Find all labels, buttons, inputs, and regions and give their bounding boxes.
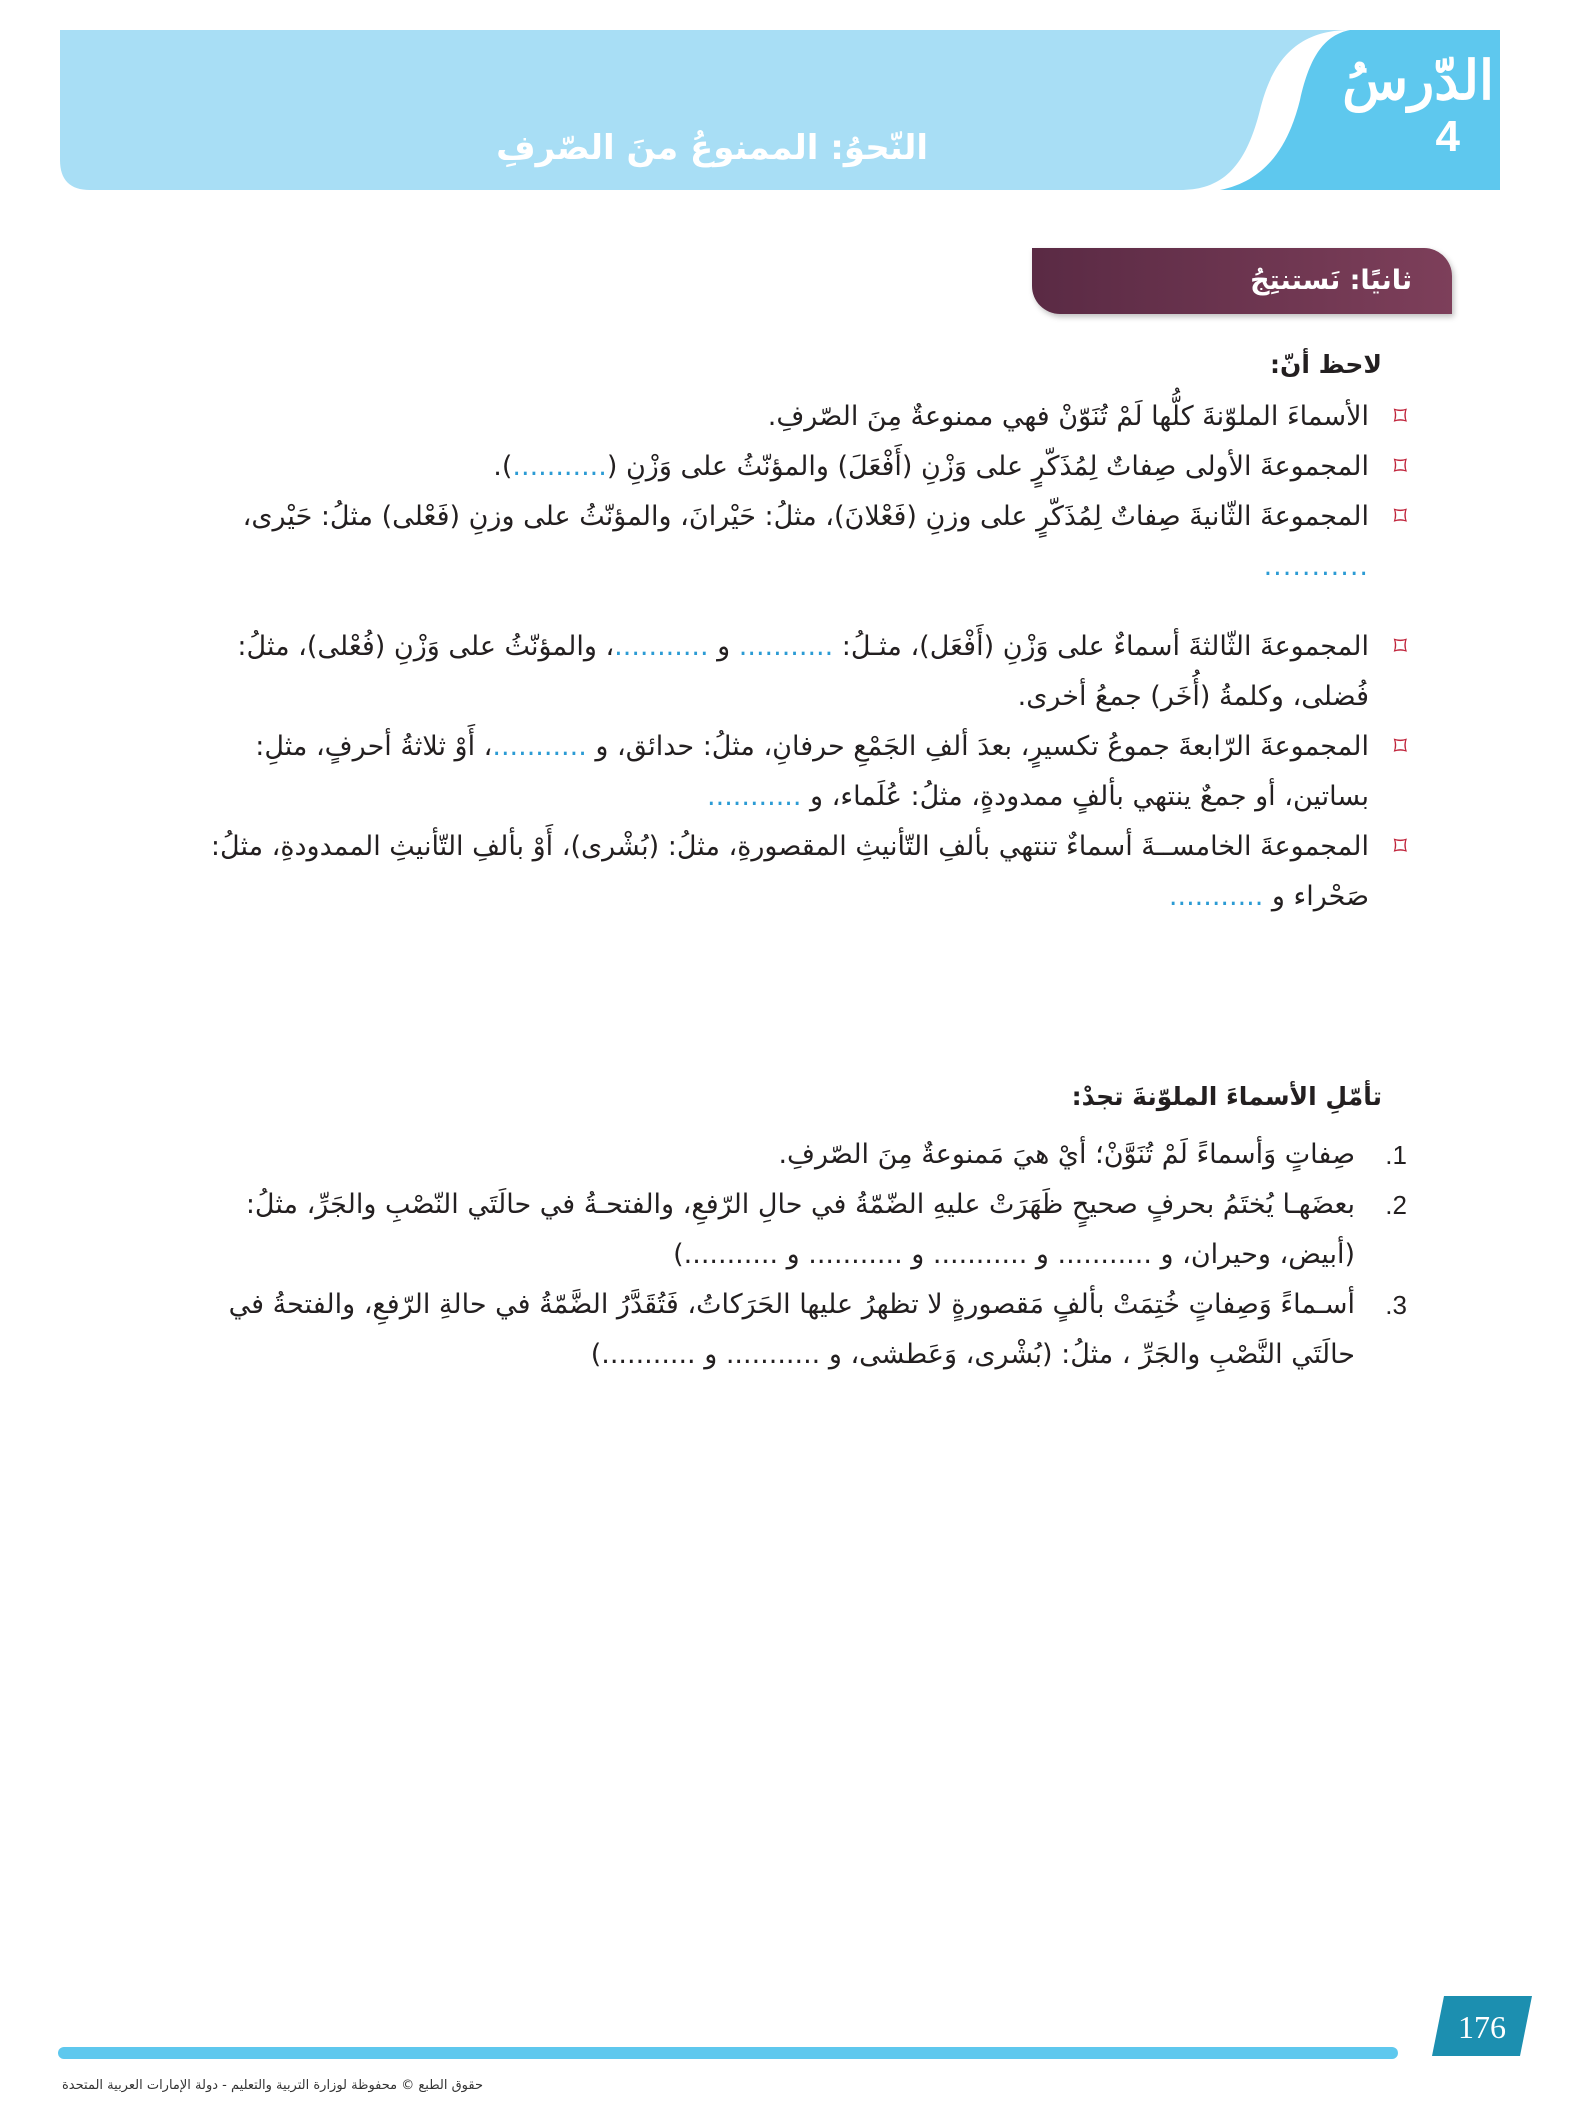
list-item — [147, 622, 1407, 722]
fill-blank[interactable]: ........... — [1263, 551, 1369, 582]
bullet-icon: ⌑ — [1393, 502, 1407, 532]
item-text: أسـماءً وَصِفاتٍ خُتِمَتْ بألفٍ مَقصورةٍ لا تظهرُ عليها الحَرَكاتُ، فَتُقَدَّرُ الضَّمّةُ في حالةِ الرّفعِ، والفتحةُ في — [228, 1289, 1355, 1320]
bullet-text: المجموعةَ الثّانيةَ صِفاتٌ لِمُذَكّرٍ على وزنِ (فَعْلانَ)، مثلُ: حَيْرانَ، والمؤنّثُ على وزنِ (فَعْلى) مثلُ: حَيْرى، — [242, 501, 1369, 532]
bullet-text: المجموعةَ الرّابعةَ جموعُ تكسيرٍ، بعدَ ألفِ الجَمْعِ حرفانِ، مثلُ: حدائق، و — [586, 731, 1369, 762]
item-number: 3. — [1385, 1290, 1407, 1320]
page-number: 176 — [1458, 2009, 1506, 2045]
item-text: صِفاتٍ وَأسماءً لَمْ تُنَوَّنْ؛ أيْ هيَ مَمنوعةٌ مِنَ الصّرفِ. — [778, 1139, 1355, 1170]
footer-divider — [58, 2047, 1398, 2059]
bullet-text: ، أَوْ ثلاثةُ أحرفٍ، مثلِ: — [255, 731, 493, 762]
page-number-badge — [1432, 1996, 1532, 2056]
fill-blank[interactable]: ........... — [707, 781, 802, 812]
bullet-text: و — [708, 631, 739, 662]
bullet-text: فُضلى، وكلمةُ (أُخَر) جمعُ أخرى. — [1017, 681, 1369, 712]
lesson-number: 4 — [1435, 112, 1460, 161]
bullet-text: ). — [493, 451, 513, 482]
list-item — [147, 1180, 1407, 1280]
notice-heading: لاحظ أنّ: — [1269, 350, 1382, 379]
bullet-text: المجموعةَ الأولى صِفاتٌ لِمُذَكّرٍ على وَزْنِ (أَفْعَلَ) والمؤنّثُ على وَزْنِ ( — [606, 451, 1369, 482]
item-text[interactable]: حالَتَي النَّصْبِ والجَرِّ ، مثلُ: (بُشْرى، وَعَطشى، و ........... و ...........) — [590, 1339, 1355, 1370]
section-banner — [1032, 248, 1452, 314]
copyright-footer: حقوق الطبع © محفوظة لوزارة التربية والتعليم - دولة الإمارات العربية المتحدة — [62, 2078, 484, 2093]
bullet-icon: ⌑ — [1393, 832, 1407, 862]
bullet-text: المجموعةَ الخامســةَ أسماءٌ تنتهي بألفِ التّأنيثِ المقصورةِ، مثلُ: (بُشْرى)، أَوْ بألفِ التّأنيثِ الممدودةِ، مثلُ: — [210, 831, 1369, 862]
contemplate-heading: تأمّلِ الأسماءَ الملوّنةَ تجدْ: — [1071, 1082, 1382, 1111]
contemplate-list — [147, 1130, 1407, 1380]
fill-blank[interactable]: ........... — [614, 631, 709, 662]
item-text: بعضَهـا يُختَمُ بحرفٍ صحيحٍ ظَهَرَتْ عليهِ الضّمّةُ في حالِ الرّفعِ، والفتحـةُ في حالَتَي النّصْبِ والجَرِّ، مثلُ: — [245, 1189, 1355, 1220]
fill-blank[interactable]: ........... — [1168, 881, 1264, 912]
bullet-text: صَحْراء و — [1263, 881, 1369, 912]
fill-blank[interactable]: ........... — [492, 731, 587, 762]
list-item — [147, 722, 1407, 822]
list-item — [147, 442, 1407, 492]
bullet-icon: ⌑ — [1393, 632, 1407, 662]
bullet-icon: ⌑ — [1393, 402, 1407, 432]
item-number: 2. — [1385, 1190, 1407, 1220]
lesson-label: الدّرسُ — [1342, 48, 1494, 112]
bullet-text: ، والمؤنّثُ على وَزْنِ (فُعْلى)، مثلُ: — [237, 631, 615, 662]
list-item — [147, 822, 1407, 922]
item-number: 1. — [1385, 1140, 1407, 1170]
list-item — [147, 392, 1407, 442]
fill-blank[interactable]: ........... — [738, 631, 834, 662]
lesson-title: النّحوُ: الممنوعُ منَ الصّرفِ — [496, 128, 928, 168]
bullet-text: المجموعةَ الثّالثةَ أسماءٌ على وَزْنِ (أَفْعَل)، مثـلُ: — [833, 631, 1369, 662]
fill-blank[interactable]: ........... — [512, 451, 607, 482]
bullet-icon: ⌑ — [1393, 452, 1407, 482]
bullet-text: بساتين، أو جمعٌ ينتهي بألفٍ ممدودةٍ، مثلُ: عُلَماء، و — [801, 781, 1369, 812]
list-item — [147, 1280, 1407, 1380]
notice-list — [147, 392, 1407, 922]
bullet-text: الأسماءَ الملوّنةَ كلُّها لَمْ تُنَوّنْ فهي ممنوعةٌ مِنَ الصّرفِ. — [767, 401, 1369, 432]
list-item — [147, 1130, 1407, 1180]
section-title: ثانيًا: نَستنتِجُ — [1250, 265, 1412, 296]
bullet-icon: ⌑ — [1393, 732, 1407, 762]
item-text[interactable]: (أبيض، وحيران، و ........... و ........... و ........... و ...........) — [673, 1239, 1355, 1270]
lesson-header — [60, 30, 1500, 190]
list-item — [147, 492, 1407, 592]
